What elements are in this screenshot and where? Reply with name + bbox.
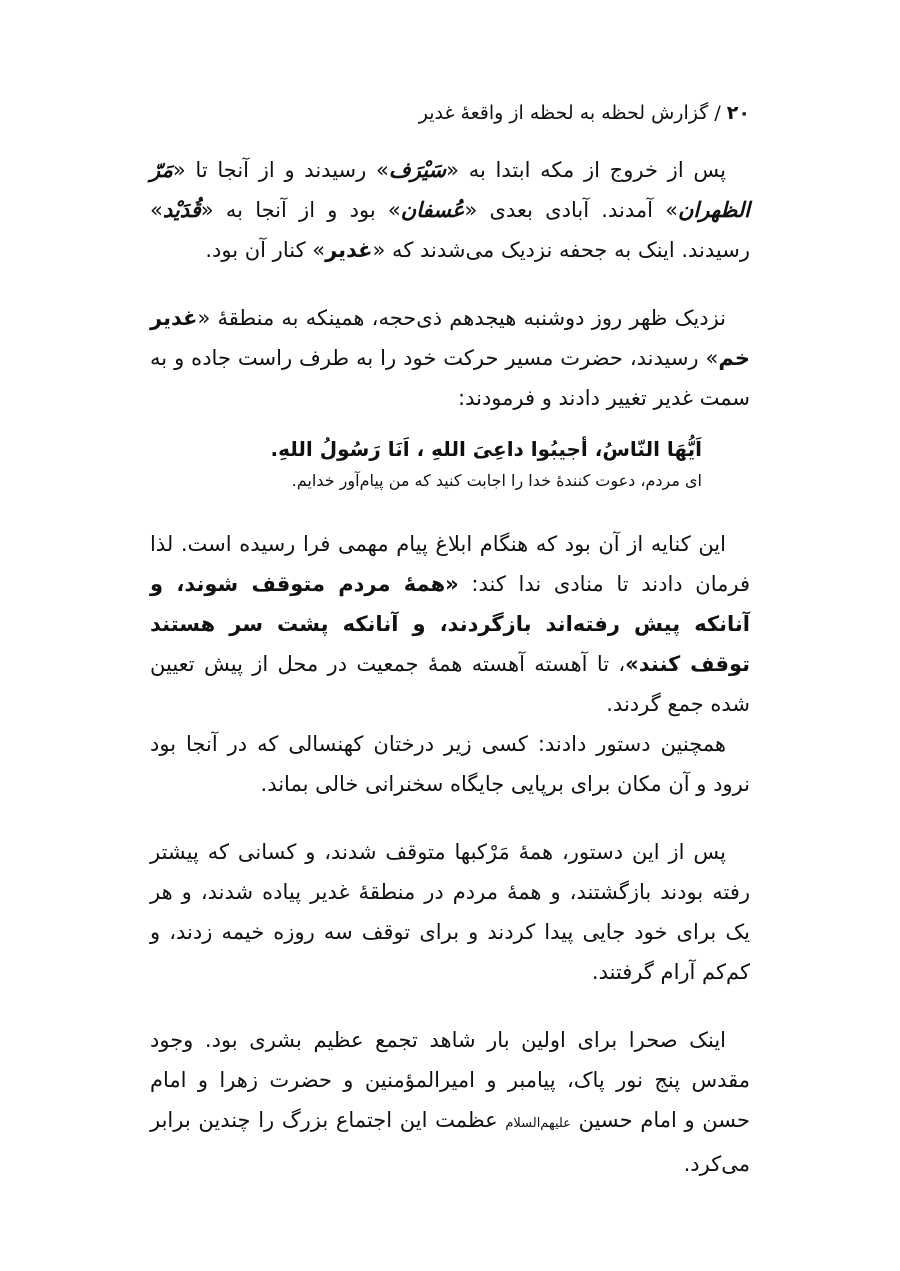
paragraph-1 (150, 150, 750, 270)
header-separator: / (714, 102, 721, 124)
para6-text-1: اینک صحرا برای اولین بار شاهد تجمع عظیم بشری بود. وجود مقدس پنج نور پاک، پیامبر و امیرالمؤمنین و حضرت زهرا و امام حسن و امام حسین (150, 1028, 750, 1132)
para1-text-1: پس از خروج از مکه ابتدا به « (446, 158, 726, 182)
para3-text-2: ، تا آهسته آهسته همهٔ جمعیت در محل از پیش تعیین شده جمع گردند. (150, 652, 750, 716)
para1-text-6: » کنار آن بود. (205, 238, 326, 262)
quote-translation: ای مردم، دعوت کنندهٔ خدا را اجابت کنید که من پیام‌آور خدایم. (291, 471, 702, 490)
running-header (150, 98, 750, 128)
para1-text-5: » رسیدند. اینک به جحفه نزدیک می‌شدند که « (150, 198, 750, 262)
paragraph-3 (150, 524, 750, 724)
para6-text-2: عظمت این اجتماع بزرگ را چندین برابر می‌کرد. (150, 1108, 750, 1176)
place-usfan: عُسفان (400, 198, 465, 222)
para2-text-2: » رسیدند، حضرت مسیر حرکت خود را به طرف راست جاده و به سمت غدیر تغییر دادند و فرمودند: (150, 346, 750, 410)
book-title: گزارش لحظه به لحظه از واقعهٔ غدیر (418, 102, 709, 124)
paragraph-5: پس از این دستور، همهٔ مَرْکبها متوقف شدند، و کسانی که پیشتر رفته بودند بازگشتند، و همهٔ مردم در منطقهٔ غدیر پیاده شدند، و هر یک برای خود جایی پیدا کردند و برای توقف سه روزه خیمه زدند، و کم‌کم آرام گرفتند. (150, 840, 750, 984)
paragraph-2 (150, 298, 750, 418)
para1-text-2: » رسیدند و از آنجا تا « (172, 158, 389, 182)
place-ghadir: غدیر (325, 238, 373, 262)
place-qudayd: قُدَیْد (162, 198, 201, 222)
paragraph-4: همچنین دستور دادند: کسی زیر درختان کهنسالی که در آنجا بود نرود و آن مکان برای برپایی جایگاه سخنرانی خالی بماند. (150, 732, 750, 796)
honorific-text: علیهم‌السلام (505, 1116, 571, 1131)
announcement-text: «همهٔ مردم متوقف شوند، و آنانکه پیش رفته‌اند بازگردند، و آنانکه پشت سر هستند توقف کنند» (150, 572, 750, 676)
place-sayrif: سَیْرَف (388, 158, 447, 182)
quotation-block (150, 432, 750, 496)
place-ghadir-khumm: غدیر خم (150, 306, 750, 370)
para1-text-4: » بود و از آنجا به « (200, 198, 401, 222)
page-number: ۲۰ (726, 102, 750, 124)
para3-text-1: این کنایه از آن بود که هنگام ابلاغ پیام مهمی فرا رسیده است. لذا فرمان دادند تا منادی ندا کند: (150, 532, 750, 596)
page-body (150, 150, 750, 1184)
paragraph-6 (150, 1020, 750, 1184)
para1-text-3: » آمدند. آبادی بعدی « (464, 198, 678, 222)
place-marr-al-zahran: مَرّ الظهران (150, 158, 750, 222)
arabic-quote: اَیُّهَا النّاسُ، أجیبُوا داعِیَ اللهِ ، اَنَا رَسُولُ اللهِ. (270, 437, 702, 461)
para2-text-1: نزدیک ظهر روز دوشنبه هیجدهم ذی‌حجه، همینکه به منطقهٔ « (197, 306, 726, 330)
